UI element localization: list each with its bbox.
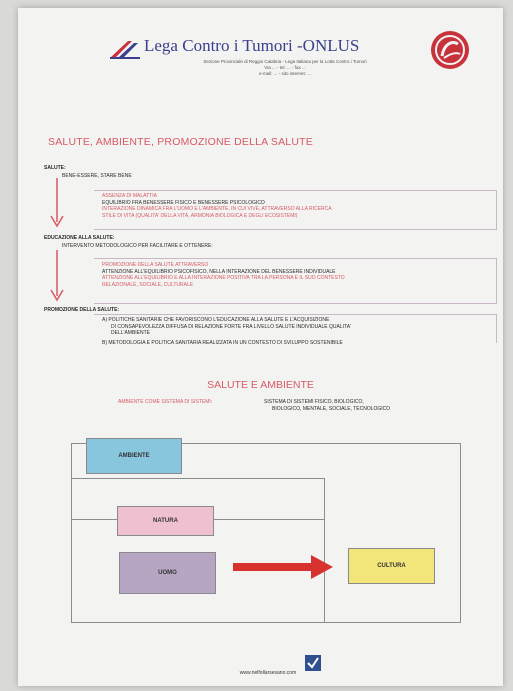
- section-title: SALUTE E AMBIENTE: [207, 379, 314, 391]
- detail-line: STILE DI VITA (QUALITA' DELLA VITA, ARMONIA BIOLOGICA E DEGLI ECOSISTEMI): [102, 212, 298, 219]
- educazione-definition: INTERVENTO METODOLOGICO PER FACILITARE E OTTENERE:: [62, 243, 213, 249]
- salute-details: [102, 193, 332, 219]
- address-line: Via ... - tel. ... - fax ...: [264, 65, 306, 70]
- promozione-item: A) POLITICHE SANITARIE CHE FAVORISCONO L'EDUCAZIONE ALLA SALUTE E L'ACQUISIZIONE: [102, 317, 330, 323]
- detail-line: RELAZIONALE, SOCIALE, CULTURALE: [102, 281, 194, 288]
- header-address: [140, 59, 430, 77]
- detail-line: PROMOZIONE DELLA SALUTE ATTRAVERSO: [102, 262, 209, 268]
- ambiente-box: AMBIENTE: [86, 438, 182, 474]
- org-name: Lega Contro i Tumori -ONLUS: [144, 36, 360, 55]
- detail-line: INTERAZIONE DINAMICA FRA L'UOMO E L'AMBIENTE, IN CUI VIVE, ATTRAVERSO ALLA RICERCA: [102, 206, 332, 212]
- educazione-details: [102, 262, 345, 288]
- promozione-items: [102, 317, 351, 346]
- uomo-box: UOMO: [119, 552, 216, 594]
- diagram-inner-frame: [71, 478, 325, 622]
- promozione-item: B) METODOLOGIA E POLITICA SANITARIA REALIZZATA IN UN CONTESTO DI SVILUPPO SOSTENIBILE: [102, 339, 343, 346]
- promozione-item: DELL'AMBIENTE: [111, 330, 151, 336]
- salute-label: SALUTE:: [44, 165, 66, 171]
- down-arrow-icon: [50, 178, 64, 228]
- document-page: [18, 8, 503, 686]
- ambiente-sistema-definition: [264, 399, 390, 412]
- footer-url: www.nelfollarsesano.com: [239, 670, 297, 676]
- promozione-label: PROMOZIONE DELLA SALUTE:: [44, 307, 120, 313]
- detail-line: EQUILIBRIO FRA BENESSERE FISICO E BENESSERE PSICOLOGICO: [102, 199, 265, 206]
- promozione-item: DI CONSAPEVOLEZZA DIFFUSA DI RELAZIONE FORTE FRA LIVELLO SALUTE INDIVIDUALE QUALITA': [111, 323, 351, 330]
- natura-box: NATURA: [117, 506, 214, 536]
- address-line: Sezione Provinciale di Reggio Calabria - Lega Italiana per la Lotta Contro i Tumori: [203, 59, 367, 64]
- ambiente-sistema-label: AMBIENTE COME SISTEMA DI SISTEMI:: [118, 399, 213, 405]
- detail-line: ATTENZIONE ALL'EQUILIBRIO E ALLA INTERAZIONE POSITIVA TRA LA PERSONA E IL SUO CONTESTO: [102, 275, 345, 281]
- checkmark-logo-icon: [305, 655, 321, 671]
- right-arrow-icon: [233, 554, 333, 580]
- salute-definition: BENE-ESSERE, STARE BENE: [62, 173, 132, 179]
- definition-line: SISTEMA DI SISTEMI FISICO, BIOLOGICO,: [264, 399, 364, 405]
- lilt-logo-icon: [430, 30, 470, 70]
- cultura-box: CULTURA: [348, 548, 435, 584]
- section-title: SALUTE, AMBIENTE, PROMOZIONE DELLA SALUTE: [48, 136, 313, 148]
- address-line: e-mail: ... - sito internet: ...: [258, 71, 312, 76]
- educazione-label: EDUCAZIONE ALLA SALUTE:: [44, 235, 115, 241]
- down-arrow-icon: [50, 250, 64, 302]
- logo-mark-icon: [108, 38, 142, 60]
- detail-line: ASSENZA DI MALATTIA: [102, 193, 157, 199]
- definition-line: BIOLOGICO, MENTALE, SOCIALE, TECNOLOGICO: [272, 405, 391, 412]
- detail-line: ATTENZIONE ALL'EQUILIBRIO PSICOFISICO, NELLA INTERAZIONE DEL BENESSERE INDIVIDUALE: [102, 268, 336, 275]
